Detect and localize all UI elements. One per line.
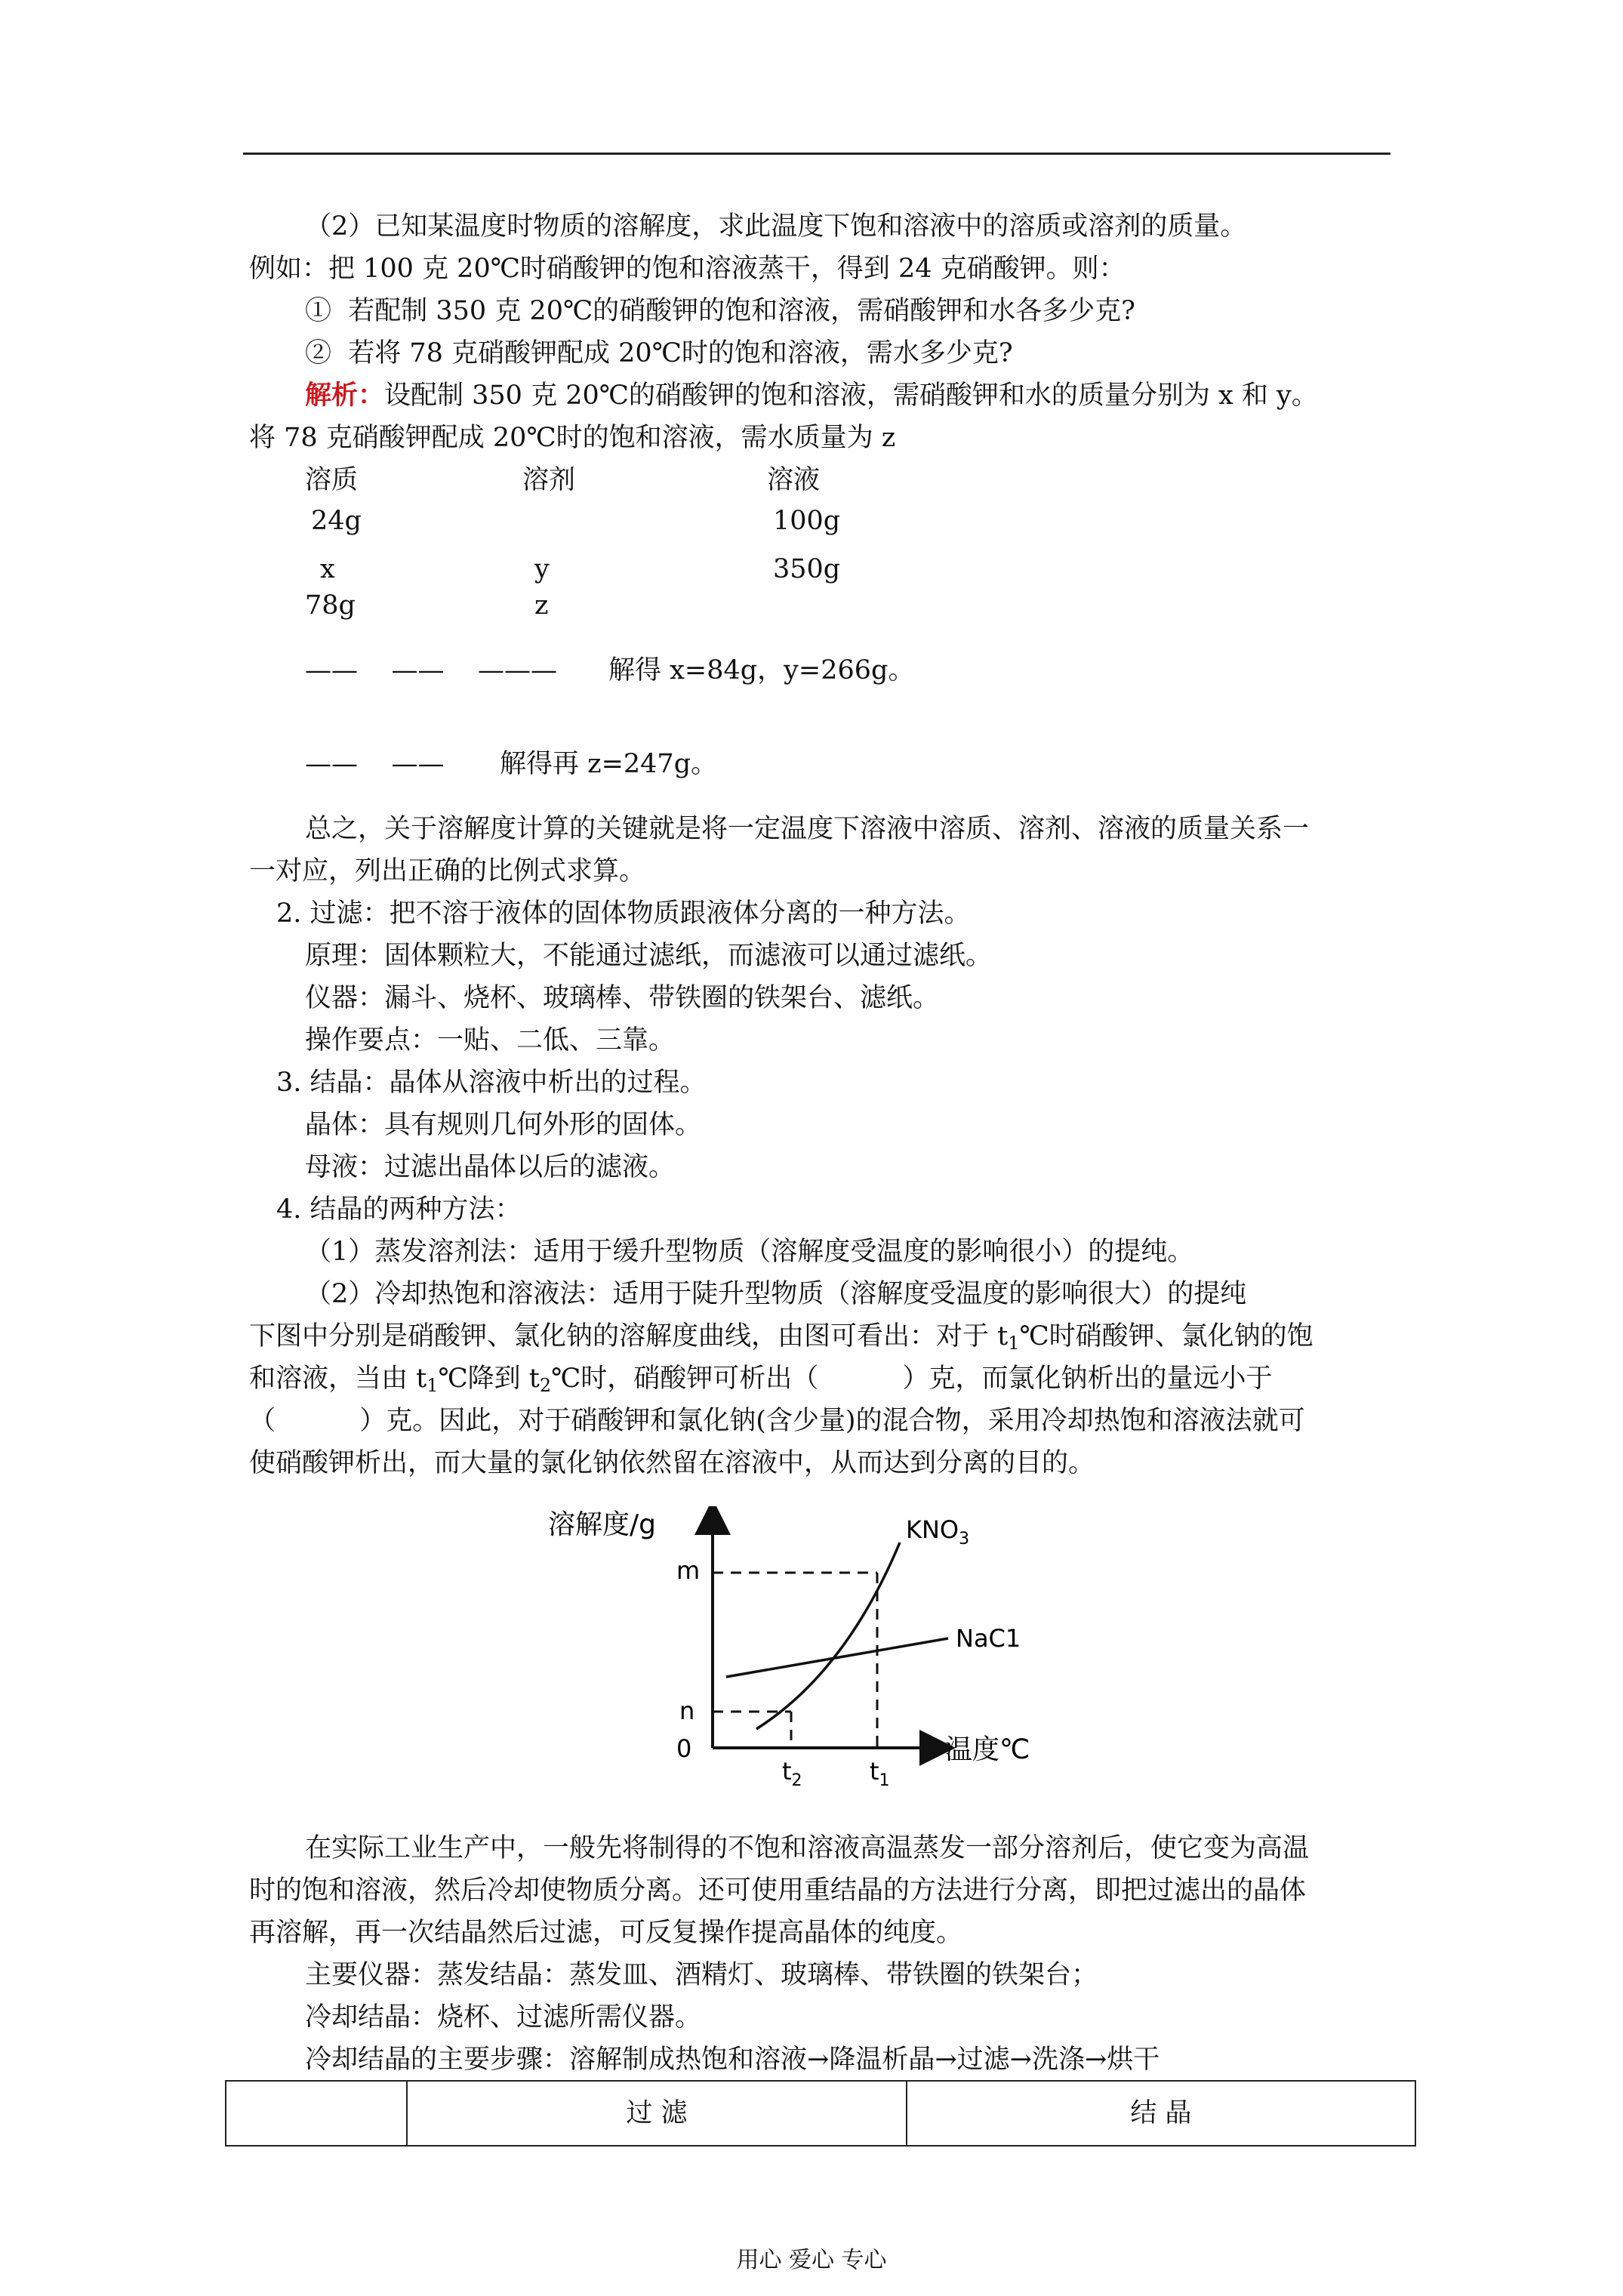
y-tick-n: n [679,1697,695,1725]
summary-line-1: 总之，关于溶解度计算的关键就是将一定温度下溶液中溶质、溶剂、溶液的质量关系一 [305,814,1310,844]
subscript: 1 [1008,1333,1020,1354]
comparison-table [225,2080,1416,2147]
analysis-line-2: 将 78 克硝酸钾配成 20℃时的饱和溶液，需水质量为 z [249,423,896,453]
method-evaporation: （1）蒸发溶剂法：适用于缓升型物质（溶解度受温度的影响很小）的提纯。 [305,1237,1194,1267]
summary-line-2: 一对应，列出正确的比例式求算。 [249,856,646,886]
question-2: ② 若将 78 克硝酸钾配成 20℃时的饱和溶液，需水多少克? [305,338,1013,368]
y-axis-label: 溶解度/g [548,1509,656,1540]
para-example: 例如：把 100 克 20℃时硝酸钾的饱和溶液蒸干，得到 24 克硝酸钾。则： [249,254,1126,284]
subscript: 2 [539,1375,552,1396]
nacl-label: NaC1 [956,1624,1021,1653]
header-solvent: 溶剂 [522,465,576,495]
solubility-chart [528,1506,1057,1793]
chart-description-4: 使硝酸钾析出，而大量的氯化钠依然留在溶液中，从而达到分离的目的。 [249,1448,1095,1478]
equation-2-fractions: —— —— [305,749,445,779]
crystallization-heading: 3. 结晶：晶体从溶液中析出的过程。 [276,1068,707,1098]
text-fragment: 下图中分别是硝酸钾、氯化钠的溶解度曲线，由图可看出：对于 t [249,1321,1009,1351]
page-footer: 用心 爱心 专心 [736,2247,887,2273]
table-header-filtration: 过 滤 [408,2082,907,2145]
equation-1-fractions: —— —— ——— [305,655,558,686]
header-solution: 溶液 [767,465,821,495]
row2-solution: 350g [773,554,841,584]
row1-solution: 100g [773,506,841,536]
text-fragment: ℃时，硝酸钾可析出（ ）克，而氯化钠析出的量远小于 [551,1364,1273,1394]
crystal-definition: 晶体：具有规则几何外形的固体。 [305,1110,702,1140]
filtration-apparatus: 仪器：漏斗、烧杯、玻璃棒、带铁圈的铁架台、滤纸。 [305,983,940,1013]
x-axis-label: 温度℃ [945,1734,1030,1765]
origin-label: 0 [676,1734,692,1763]
text-fragment: 和溶液，当由 t [249,1364,427,1394]
chart-description-2 [249,1362,1273,1402]
tick-sub: 1 [879,1771,890,1790]
text-fragment: ℃降到 t [438,1364,540,1394]
filtration-key-points: 操作要点：一贴、二低、三靠。 [305,1025,676,1056]
nacl-curve [726,1638,948,1677]
para-known-solubility: （2）已知某温度时物质的溶解度，求此温度下饱和溶液中的溶质或溶剂的质量。 [305,211,1247,242]
mother-liquor-definition: 母液：过滤出晶体以后的滤液。 [305,1152,676,1182]
row1-solute: 24g [311,506,362,536]
row2-solvent: y [534,554,550,584]
text-fragment: ℃时硝酸钾、氯化钠的饱 [1019,1321,1313,1351]
header-rule [243,153,1390,155]
row3-solute: 78g [305,590,356,621]
cooling-apparatus: 冷却结晶：烧杯、过滤所需仪器。 [305,2002,702,2032]
table-header-crystallization: 结 晶 [1130,2098,1192,2128]
y-tick-m: m [676,1556,701,1585]
row2-solute: x [320,554,335,584]
chart-description-1 [249,1320,1313,1360]
main-apparatus: 主要仪器：蒸发结晶：蒸发皿、酒精灯、玻璃棒、带铁圈的铁架台； [305,1960,1098,1990]
industrial-para-3: 再溶解，再一次结晶然后过滤，可反复操作提高晶体的纯度。 [249,1918,963,1948]
tick-sub: 2 [791,1771,802,1790]
row3-solvent: z [534,590,549,621]
tick-main: t [782,1757,792,1786]
cooling-steps: 冷却结晶的主要步骤：溶解制成热饱和溶液→降温析晶→过滤→洗涤→烘干 [305,2045,1160,2075]
filtration-heading: 2. 过滤：把不溶于液体的固体物质跟液体分离的一种方法。 [276,898,971,929]
question-1: ① 若配制 350 克 20℃的硝酸钾的饱和溶液，需硝酸钾和水各多少克? [305,296,1135,326]
two-methods-heading: 4. 结晶的两种方法： [276,1194,522,1225]
header-solute: 溶质 [305,465,359,495]
analysis-label: 解析： [305,380,385,411]
industrial-para-2: 时的饱和溶液，然后冷却使物质分离。还可使用重结晶的方法进行分离，即把过滤出的晶体 [249,1875,1307,1906]
table-header-blank [226,2082,408,2145]
chart-description-3: （ ）克。因此，对于硝酸钾和氯化钠(含少量)的混合物，采用冷却热饱和溶液法就可 [249,1406,1305,1436]
equation-2-result: 解得再 z=247g。 [500,749,718,779]
series-label-sub: 3 [959,1530,970,1549]
equation-1-result: 解得 x=84g，y=266g。 [608,655,915,686]
analysis-text: 设配制 350 克 20℃的硝酸钾的饱和溶液，需硝酸钾和水的质量分别为 x 和 y。 [384,381,1318,411]
x-tick-t1 [870,1757,890,1790]
method-cooling: （2）冷却热饱和溶液法：适用于陡升型物质（溶解度受温度的影响很大）的提纯 [305,1279,1247,1309]
series-label-main: KNO [906,1515,959,1544]
industrial-para-1: 在实际工业生产中，一般先将制得的不饱和溶液高温蒸发一部分溶剂后，使它变为高温 [305,1833,1310,1863]
subscript: 1 [427,1375,439,1396]
tick-main: t [870,1757,879,1786]
analysis-line [305,379,1318,412]
filtration-principle: 原理：固体颗粒大，不能通过滤纸，而滤液可以通过滤纸。 [305,941,993,971]
kno3-label [906,1515,969,1549]
x-tick-t2 [782,1757,802,1790]
